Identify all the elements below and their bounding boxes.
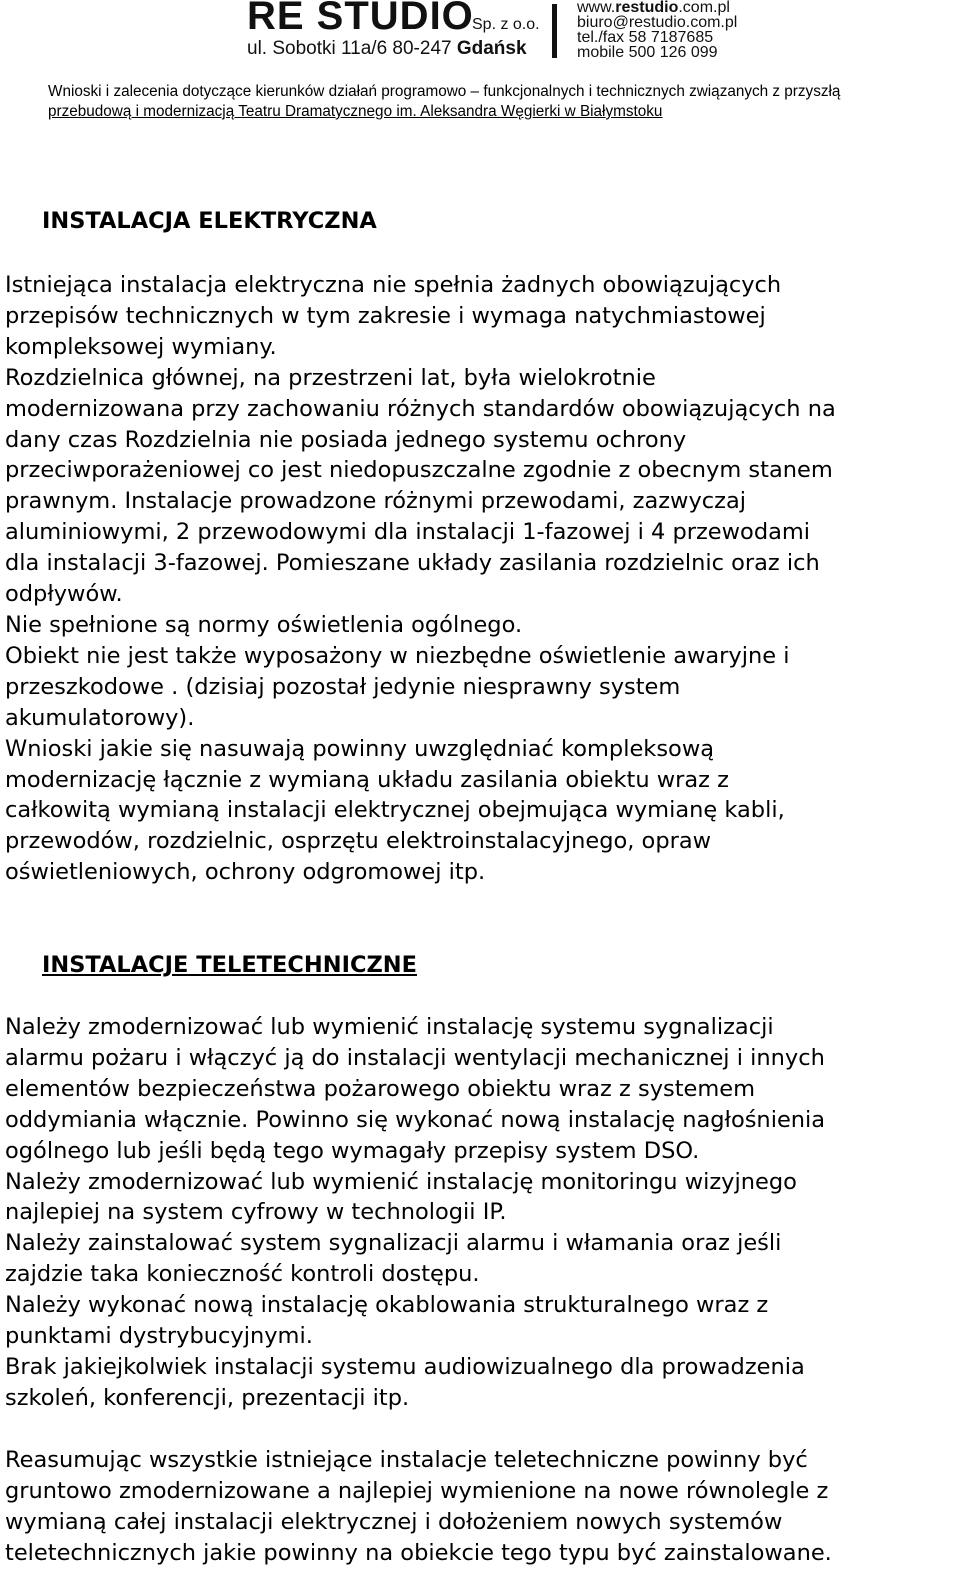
- text-line: modernizowana przy zachowaniu różnych standardów obowiązujących na: [5, 395, 836, 422]
- address-city: Gdańsk: [456, 38, 527, 59]
- text-line: Reasumując wszystkie istniejące instalacje teletechniczne powinny być: [5, 1447, 808, 1473]
- text-line: dany czas Rozdzielnia nie posiada jednego systemu ochrony: [5, 426, 687, 453]
- text-line: odpływów.: [5, 581, 123, 608]
- text-line: Należy zainstalować system sygnalizacji alarmu i włamania oraz jeśli: [5, 1230, 782, 1257]
- text-line: Należy zmodernizować lub wymienić instalację systemu sygnalizacji: [5, 1014, 774, 1040]
- text-line: gruntowo zmodernizowane a najlepiej wymienione na nowe równolegle z: [5, 1477, 829, 1504]
- text-line: punktami dystrybucyjnymi.: [5, 1323, 313, 1350]
- text-line: Wnioski jakie się nasuwają powinny uwzględniać kompleksową: [5, 735, 715, 762]
- company-suffix: Sp. z o.o.: [472, 16, 540, 33]
- text-line: alarmu pożaru i włączyć ją do instalacji wentylacji mechanicznej i innych: [5, 1044, 825, 1071]
- text-line: oddymiania włącznie. Powinno się wykonać nową instalację nagłośnienia: [5, 1106, 826, 1133]
- text-line: dla instalacji 3-fazowej. Pomieszane układy zasilania rozdzielnic oraz ich: [5, 550, 820, 577]
- contact-block: [577, 0, 737, 60]
- text-line: przeciwporażeniowej co jest niedopuszczalne zgodnie z obecnym stanem: [5, 457, 833, 484]
- subtitle-line-2: przebudową i modernizacją Teatru Dramatycznego im. Aleksandra Węgierki w Białymstoku: [48, 103, 663, 120]
- phone: tel./fax 58 7187685: [577, 29, 714, 46]
- mobile: mobile 500 126 099: [577, 44, 718, 61]
- text-line: akumulatorowy).: [5, 704, 195, 731]
- email: biuro@restudio.com.pl: [577, 14, 738, 31]
- electrical-paragraph: [5, 270, 955, 888]
- text-line: oświetleniowych, ochrony odgromowej itp.: [5, 859, 486, 886]
- text-line: elementów bezpieczeństwa pożarowego obiektu wraz z systemem: [5, 1075, 756, 1102]
- text-line: modernizację łącznie z wymianą układu zasilania obiektu wraz z: [5, 766, 729, 793]
- text-line: teletechnicznych jakie powinny na obiekcie tego typu być zainstalowane.: [5, 1539, 832, 1566]
- text-line: Brak jakiejkolwiek instalacji systemu audiowizualnego dla prowadzenia: [5, 1353, 805, 1380]
- company-letterhead: [247, 0, 767, 70]
- text-line: zajdzie taka konieczność kontroli dostępu.: [5, 1261, 480, 1288]
- text-line: aluminiowymi, 2 przewodowymi dla instalacji 1-fazowej i 4 przewodami: [5, 519, 811, 546]
- text-line: Istniejąca instalacja elektryczna nie spełnia żadnych obowiązujących: [5, 272, 782, 298]
- document-subtitle: [48, 82, 928, 122]
- text-line: Nie spełnione są normy oświetlenia ogólnego.: [5, 611, 523, 638]
- text-line: kompleksowej wymiany.: [5, 333, 277, 360]
- text-line: przewodów, rozdzielnic, osprzętu elektroinstalacyjnego, opraw: [5, 828, 712, 855]
- text-line: całkowitą wymianą instalacji elektrycznej obejmująca wymianę kabli,: [5, 797, 785, 824]
- text-line: Obiekt nie jest także wyposażony w niezbędne oświetlenie awaryjne i: [5, 642, 790, 669]
- section-heading-teletechnical: INSTALACJE TELETECHNICZNE: [42, 952, 417, 978]
- company-address: [247, 38, 527, 60]
- text-line: Należy wykonać nową instalację okablowania strukturalnego wraz z: [5, 1292, 769, 1319]
- text-line: szkoleń, konferencji, prezentacji itp.: [5, 1384, 410, 1411]
- text-line: przeszkodowe . (dzisiaj pozostał jedynie niesprawny system: [5, 673, 681, 700]
- text-line: najlepiej na system cyfrowy w technologii IP.: [5, 1199, 507, 1226]
- teletechnical-paragraph: [5, 1012, 955, 1414]
- summary-paragraph: [5, 1445, 955, 1569]
- text-line: Rozdzielnica głównej, na przestrzeni lat, była wielokrotnie: [5, 364, 656, 391]
- subtitle-line-1: Wnioski i zalecenia dotyczące kierunków działań programowo – funkcjonalnych i technicznych związanych z przyszłą: [48, 83, 841, 100]
- website: www.restudio.com.pl: [577, 0, 730, 16]
- company-logo: RE STUDIO: [247, 0, 474, 38]
- section-heading-electrical: INSTALACJA ELEKTRYCZNA: [42, 208, 377, 234]
- text-line: przepisów technicznych w tym zakresie i wymaga natychmiastowej: [5, 302, 766, 329]
- text-line: Należy zmodernizować lub wymienić instalację monitoringu wizyjnego: [5, 1168, 797, 1195]
- text-line: prawnym. Instalacje prowadzone różnymi przewodami, zazwyczaj: [5, 488, 746, 515]
- text-line: wymianą całej instalacji elektrycznej i dołożeniem nowych systemów: [5, 1508, 783, 1535]
- text-line: ogólnego lub jeśli będą tego wymagały przepisy system DSO.: [5, 1137, 700, 1164]
- header-divider: [552, 4, 557, 58]
- address-street: ul. Sobotki 11a/6 80-247: [247, 38, 457, 59]
